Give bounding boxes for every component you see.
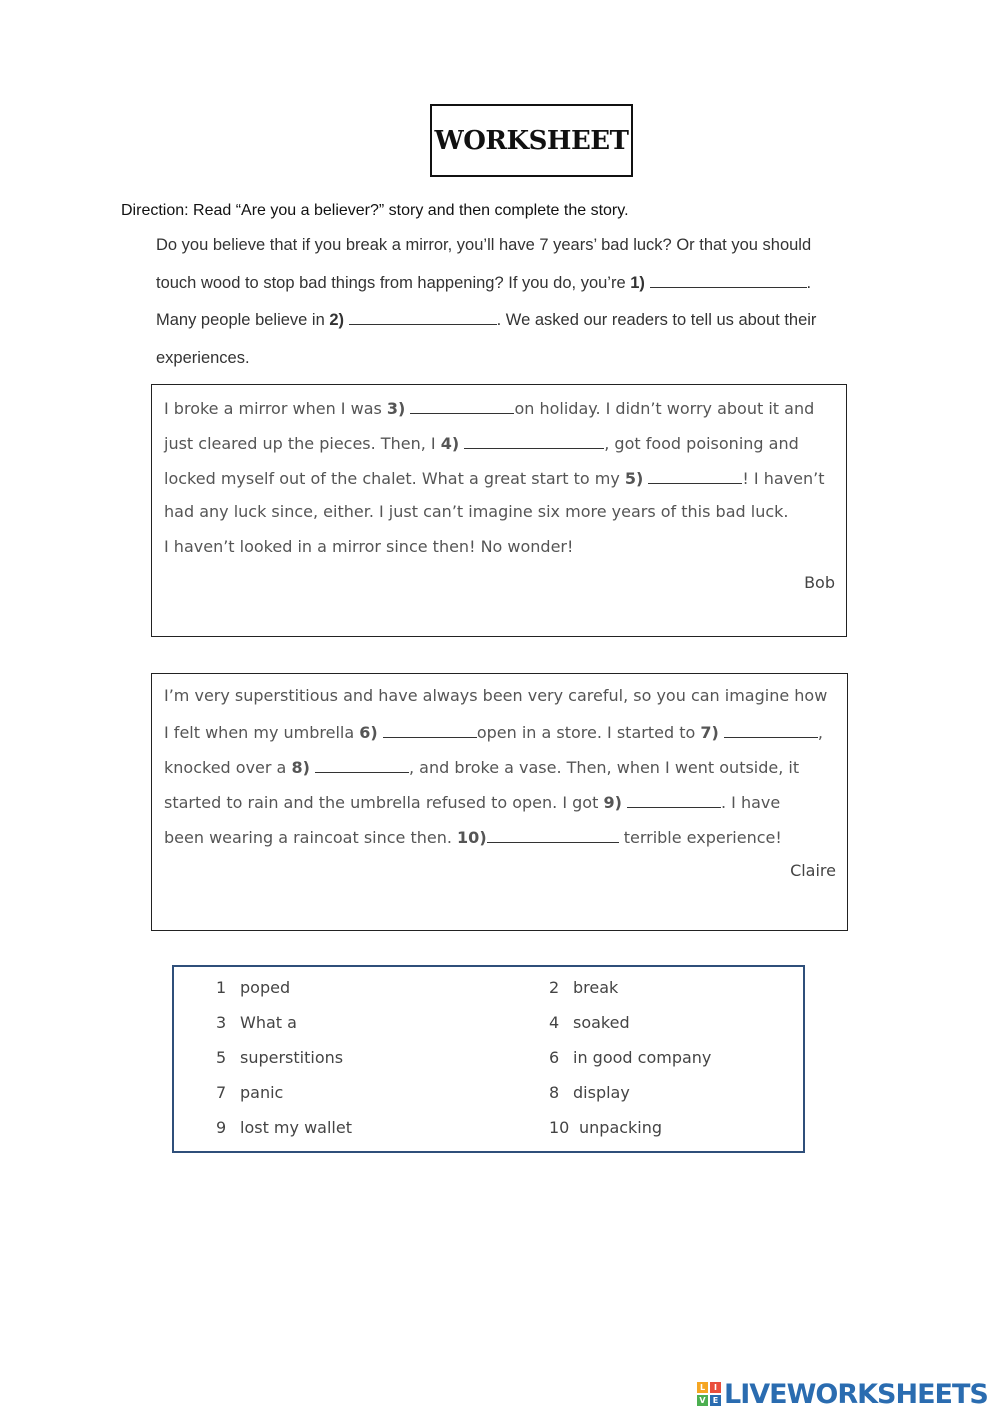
blank-9-input[interactable] bbox=[627, 791, 721, 808]
story-text: , got food poisoning and bbox=[604, 434, 799, 453]
word-bank-word: What a bbox=[240, 1013, 297, 1032]
word-bank-word: soaked bbox=[573, 1013, 630, 1032]
logo-square-e: E bbox=[710, 1395, 721, 1406]
story-line bbox=[164, 432, 799, 453]
word-bank-number: 1 bbox=[216, 978, 227, 997]
intro-text: . bbox=[806, 273, 812, 292]
word-bank-word: superstitions bbox=[240, 1048, 344, 1067]
word-bank-word: lost my wallet bbox=[240, 1118, 352, 1137]
story-text: I broke a mirror when I was bbox=[164, 399, 387, 418]
word-bank-item bbox=[216, 1083, 283, 1102]
intro-paragraph bbox=[156, 227, 876, 377]
word-bank-item bbox=[549, 1118, 662, 1137]
word-bank-item bbox=[549, 1048, 711, 1067]
blank-10-input[interactable] bbox=[487, 826, 619, 843]
story-text: I haven’t looked in a mirror since then! No wonder! bbox=[164, 537, 574, 556]
blank-number-6: 6) bbox=[359, 723, 378, 742]
blank-number-10: 10) bbox=[457, 828, 487, 847]
blank-number-3: 3) bbox=[386, 399, 406, 418]
liveworksheets-logo[interactable] bbox=[697, 1376, 988, 1412]
word-bank bbox=[172, 965, 805, 1153]
word-bank-item bbox=[216, 1048, 343, 1067]
blank-7-input[interactable] bbox=[724, 721, 818, 738]
story-line bbox=[164, 826, 782, 847]
story-line bbox=[164, 397, 814, 418]
worksheet-title-box bbox=[430, 104, 633, 177]
story-text: just cleared up the pieces. Then, I bbox=[164, 434, 441, 453]
blank-number-8: 8) bbox=[291, 758, 310, 777]
word-bank-number: 4 bbox=[549, 1013, 560, 1032]
word-bank-number: 9 bbox=[216, 1118, 227, 1137]
story-line bbox=[164, 756, 799, 777]
story-box-claire bbox=[151, 673, 848, 931]
liveworksheets-logo-text: LIVEWORKSHEETS bbox=[724, 1378, 988, 1410]
story-text: been wearing a raincoat since then. bbox=[164, 828, 458, 847]
story-text: on holiday. I didn’t worry about it and bbox=[514, 399, 815, 418]
word-bank-item bbox=[216, 1013, 297, 1032]
word-bank-item bbox=[549, 978, 618, 997]
story-author-bob: Bob bbox=[804, 573, 835, 592]
story-text: terrible experience! bbox=[618, 828, 782, 847]
intro-line bbox=[156, 265, 876, 303]
blank-1-input[interactable] bbox=[650, 270, 807, 288]
word-bank-word: display bbox=[573, 1083, 630, 1102]
intro-line bbox=[156, 302, 876, 340]
intro-text: . We asked our readers to tell us about their bbox=[496, 311, 817, 329]
intro-text: experiences. bbox=[156, 348, 250, 367]
story-text: locked myself out of the chalet. What a great start to my bbox=[164, 469, 625, 488]
blank-number-7: 7) bbox=[700, 723, 719, 742]
blank-8-input[interactable] bbox=[315, 756, 409, 773]
word-bank-item bbox=[549, 1013, 630, 1032]
story-text: had any luck since, either. I just can’t imagine six more years of this bad luck. bbox=[164, 502, 789, 521]
liveworksheets-mark-icon bbox=[697, 1382, 721, 1406]
word-bank-number: 5 bbox=[216, 1048, 227, 1067]
word-bank-number: 6 bbox=[549, 1048, 560, 1067]
story-box-bob bbox=[151, 384, 847, 637]
word-bank-number: 7 bbox=[216, 1083, 227, 1102]
story-line bbox=[164, 791, 780, 812]
story-line bbox=[164, 502, 788, 521]
story-text: , bbox=[817, 723, 823, 742]
word-bank-item bbox=[216, 1118, 352, 1137]
story-line bbox=[164, 686, 827, 705]
story-line bbox=[164, 537, 573, 556]
blank-5-input[interactable] bbox=[648, 467, 742, 484]
intro-text: Do you believe that if you break a mirror, you’ll have 7 years’ bad luck? Or that you should bbox=[156, 236, 812, 254]
word-bank-number: 3 bbox=[216, 1013, 227, 1032]
word-bank-number: 8 bbox=[549, 1083, 560, 1102]
word-bank-item bbox=[216, 978, 290, 997]
worksheet-title: WORKSHEET bbox=[434, 125, 629, 156]
story-line bbox=[164, 467, 824, 488]
word-bank-word: break bbox=[573, 978, 619, 997]
story-text: ! I haven’t bbox=[742, 469, 825, 488]
blank-3-input[interactable] bbox=[410, 397, 514, 414]
blank-number-5: 5) bbox=[624, 469, 644, 488]
story-text: I felt when my umbrella bbox=[164, 723, 360, 742]
word-bank-word: in good company bbox=[573, 1048, 712, 1067]
blank-number-1: 1) bbox=[630, 273, 645, 292]
story-text: knocked over a bbox=[164, 758, 292, 777]
blank-number-9: 9) bbox=[603, 793, 622, 812]
logo-square-l: L bbox=[697, 1382, 708, 1393]
word-bank-number: 2 bbox=[549, 978, 560, 997]
blank-6-input[interactable] bbox=[383, 721, 477, 738]
story-text: , and broke a vase. Then, when I went outside, it bbox=[408, 758, 800, 777]
intro-text: Many people believe in bbox=[156, 311, 330, 329]
word-bank-word: poped bbox=[240, 978, 291, 997]
blank-number-2: 2) bbox=[329, 311, 345, 329]
word-bank-item bbox=[549, 1083, 630, 1102]
logo-square-v: V bbox=[697, 1395, 708, 1406]
story-text: I’m very superstitious and have always been very careful, so you can imagine how bbox=[164, 686, 828, 705]
story-line bbox=[164, 721, 823, 742]
intro-line bbox=[156, 340, 876, 378]
word-bank-word: panic bbox=[240, 1083, 284, 1102]
blank-2-input[interactable] bbox=[349, 308, 497, 326]
intro-text: touch wood to stop bad things from happening? If you do, you’re bbox=[156, 273, 631, 292]
story-text: started to rain and the umbrella refused to open. I got bbox=[164, 793, 604, 812]
direction-text: Direction: Read “Are you a believer?” story and then complete the story. bbox=[121, 202, 629, 219]
blank-number-4: 4) bbox=[440, 434, 460, 453]
word-bank-number: 10 bbox=[549, 1118, 570, 1137]
story-author-claire: Claire bbox=[790, 861, 836, 880]
word-bank-word: unpacking bbox=[579, 1118, 663, 1137]
blank-4-input[interactable] bbox=[464, 432, 604, 449]
logo-square-i: I bbox=[710, 1382, 721, 1393]
story-text: . I have bbox=[721, 793, 781, 812]
intro-line bbox=[156, 227, 876, 265]
story-text: open in a store. I started to bbox=[476, 723, 701, 742]
